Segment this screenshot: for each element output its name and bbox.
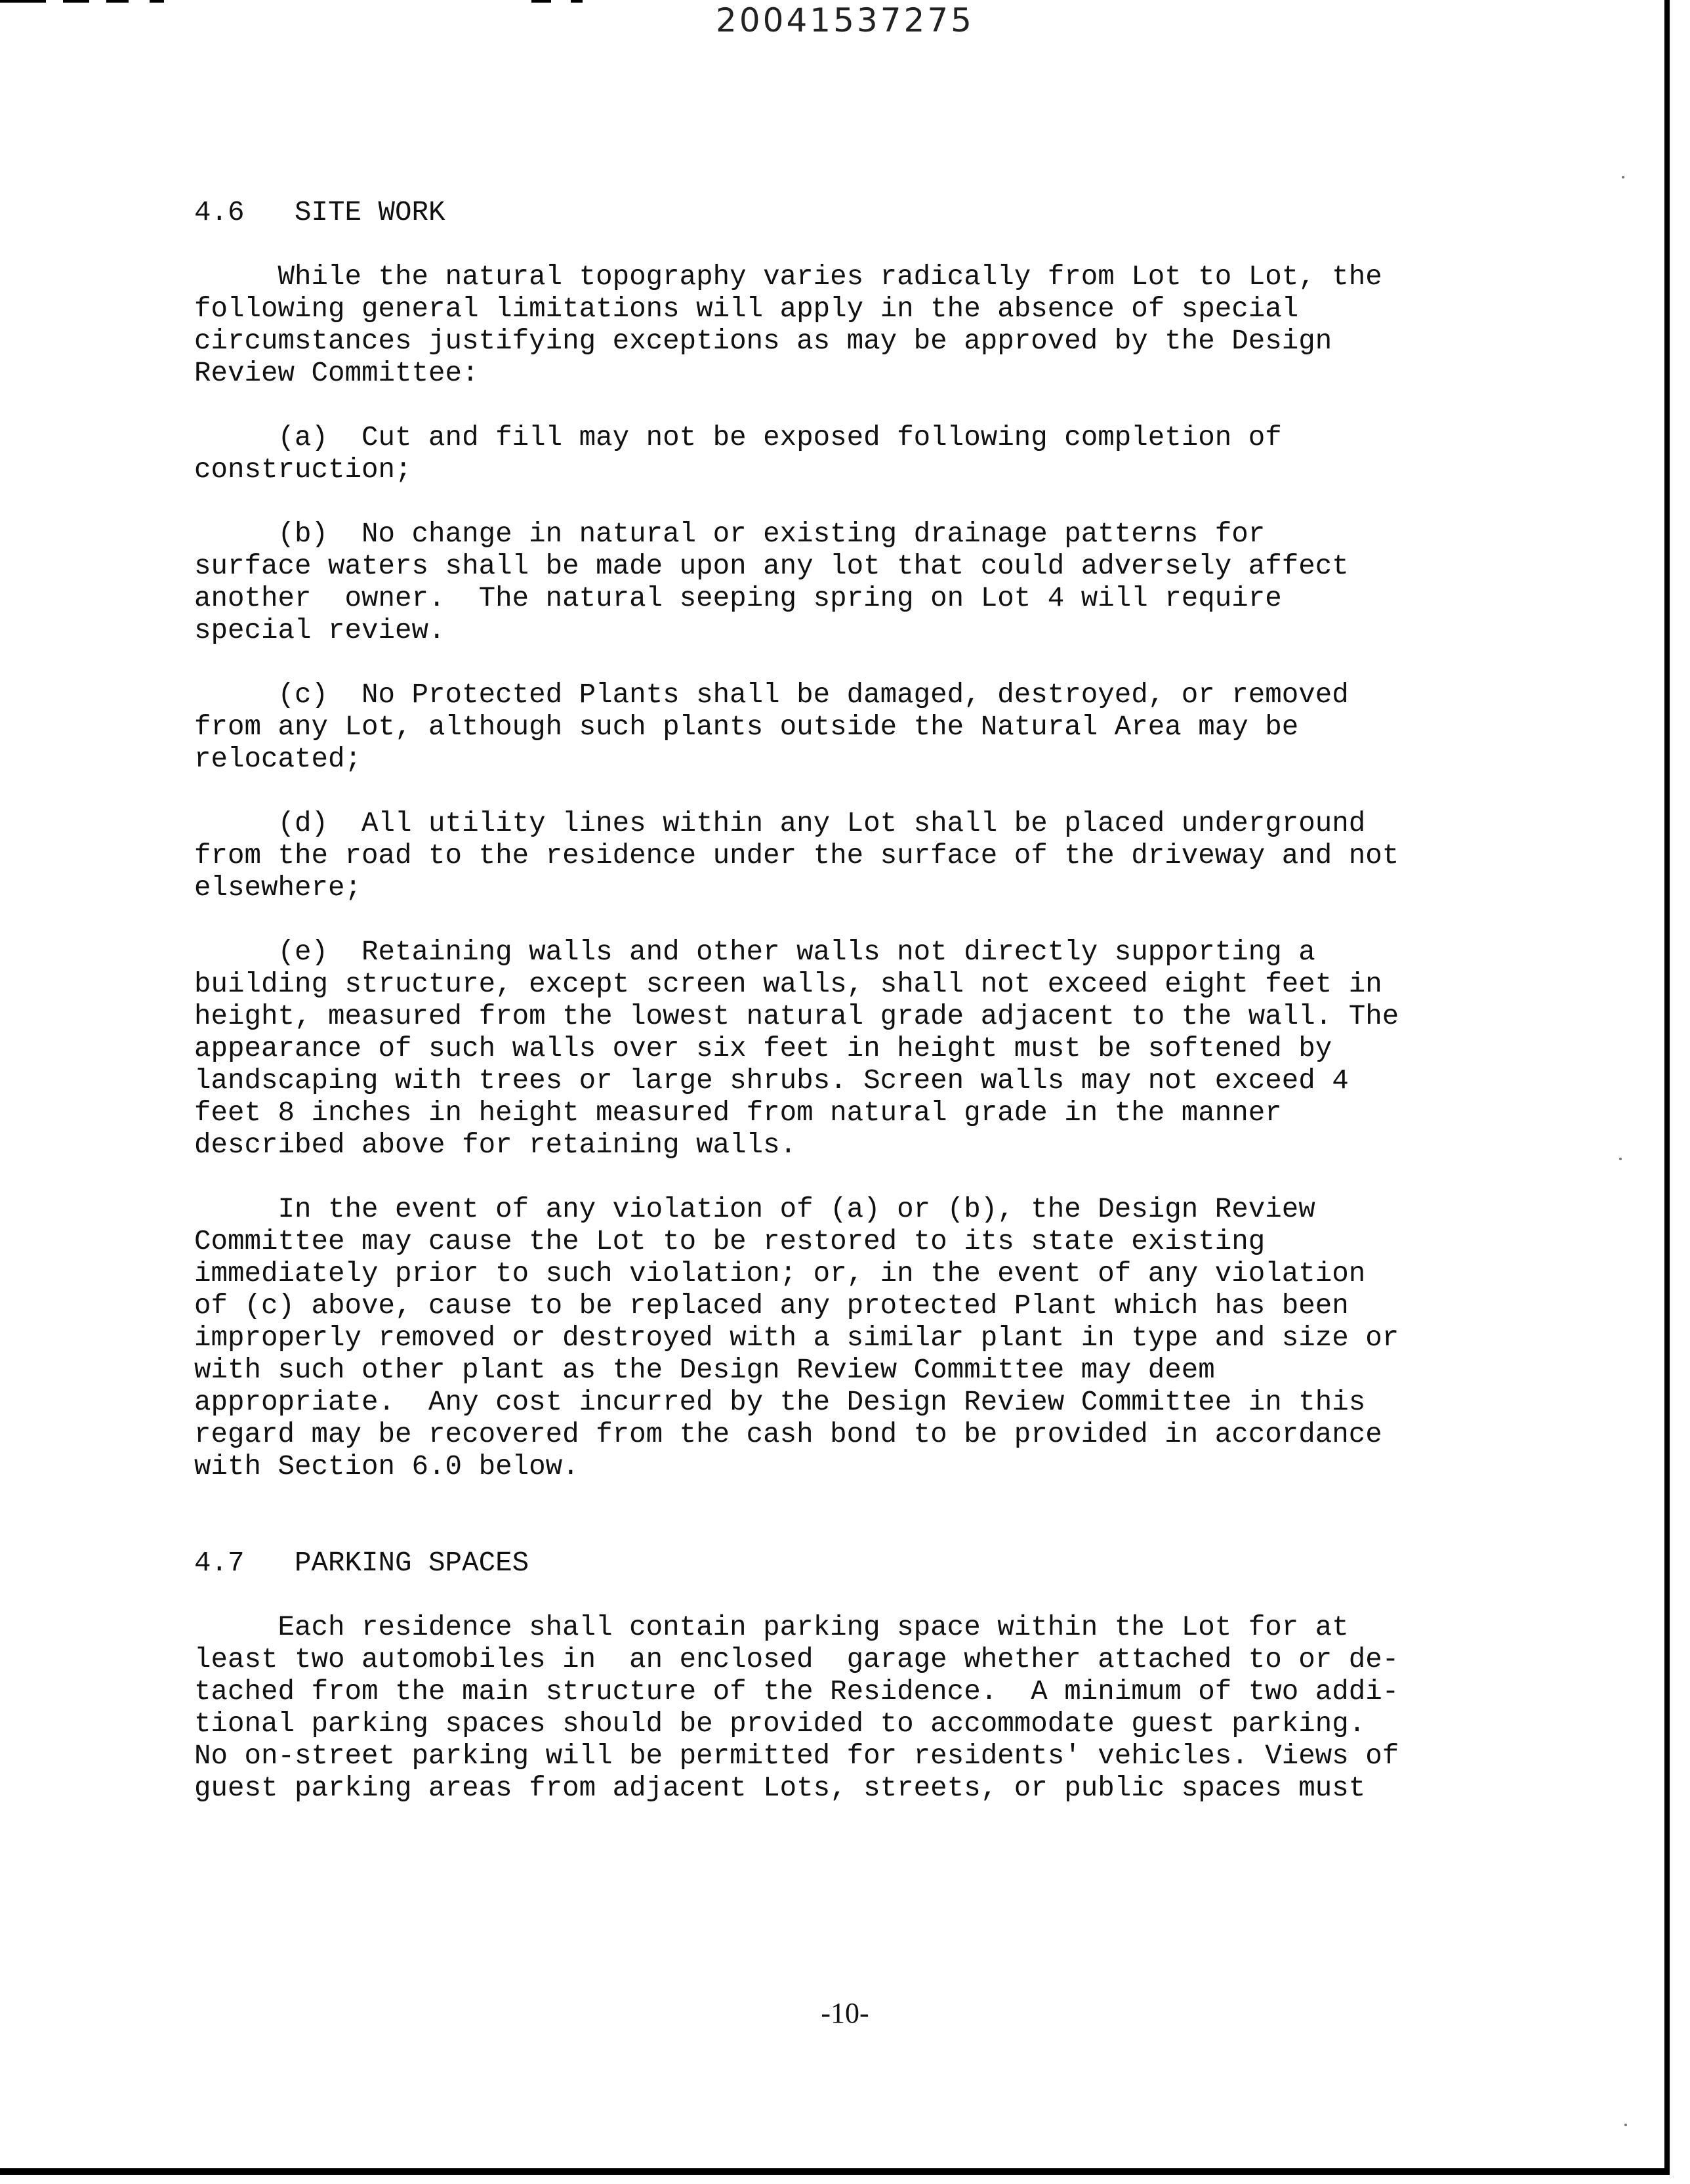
site-work-item-c: (c) No Protected Plants shall be damaged, destroyed, or removed from any Lot, although such plants outside the Natural Area may be relocated; xyxy=(194,679,1349,775)
document-id: 20041537275 xyxy=(716,1,974,39)
section-heading-site-work: 4.6 SITE WORK xyxy=(194,197,445,228)
site-work-item-d: (d) All utility lines within any Lot shall be placed underground from the road to the residence under the surface of the driveway and not elsewhere; xyxy=(194,808,1399,904)
site-work-item-b: (b) No change in natural or existing drainage patterns for surface waters shall be made upon any lot that could adversely affect another owner. The natural seeping spring on Lot 4 will require special review. xyxy=(194,518,1349,646)
scan-speck xyxy=(1624,2124,1627,2126)
scan-border-right xyxy=(1664,0,1670,2172)
site-work-item-e: (e) Retaining walls and other walls not directly supporting a building structure, except screen walls, shall not exceed eight feet in height, measured from the lowest natural grade adjacent to the wall. The appearance of such walls over six feet in height must be softened by landscaping with trees or large shrubs. Screen walls may not exceed 4 feet 8 inches in height measured from natural grade in the manner described above for retaining walls. xyxy=(194,936,1399,1161)
site-work-violation-paragraph: In the event of any violation of (a) or (b), the Design Review Committee may cause the Lot to be restored to its state existing immediately prior to such violation; or, in the event of any violation of (c) above, cause to be replaced any protected Plant which has been improperly removed or destroyed with a similar plant in type and size or with such other plant as the Design Review Committee may deem appropriate. Any cost incurred by the Design Review Committee in this regard may be recovered from the cash bond to be provided in accordance with Section 6.0 below. xyxy=(194,1194,1399,1482)
scan-speck xyxy=(1619,1158,1622,1160)
section-heading-parking-spaces: 4.7 PARKING SPACES xyxy=(194,1547,529,1579)
site-work-intro-paragraph: While the natural topography varies radically from Lot to Lot, the following general limitations will apply in the absence of special circumstances justifying exceptions as may be approved by the Design Review Committee: xyxy=(194,261,1382,389)
page-number: -10- xyxy=(821,1997,869,2029)
scan-border-bottom xyxy=(0,2168,1670,2175)
site-work-item-a: (a) Cut and fill may not be exposed following completion of construction; xyxy=(194,422,1282,486)
parking-spaces-paragraph: Each residence shall contain parking space within the Lot for at least two automobiles in an enclosed garage whether attached to or de- tached from the main structure of the Residence. A minimum of two addi- tional parking spaces should be provided to accommodate guest parking. No on-street parking will be permitted for residents' vehicles. Views of guest parking areas from adjacent Lots, streets, or public spaces must xyxy=(194,1612,1399,1804)
document-body xyxy=(194,197,1565,1805)
scan-speck xyxy=(1622,176,1624,178)
